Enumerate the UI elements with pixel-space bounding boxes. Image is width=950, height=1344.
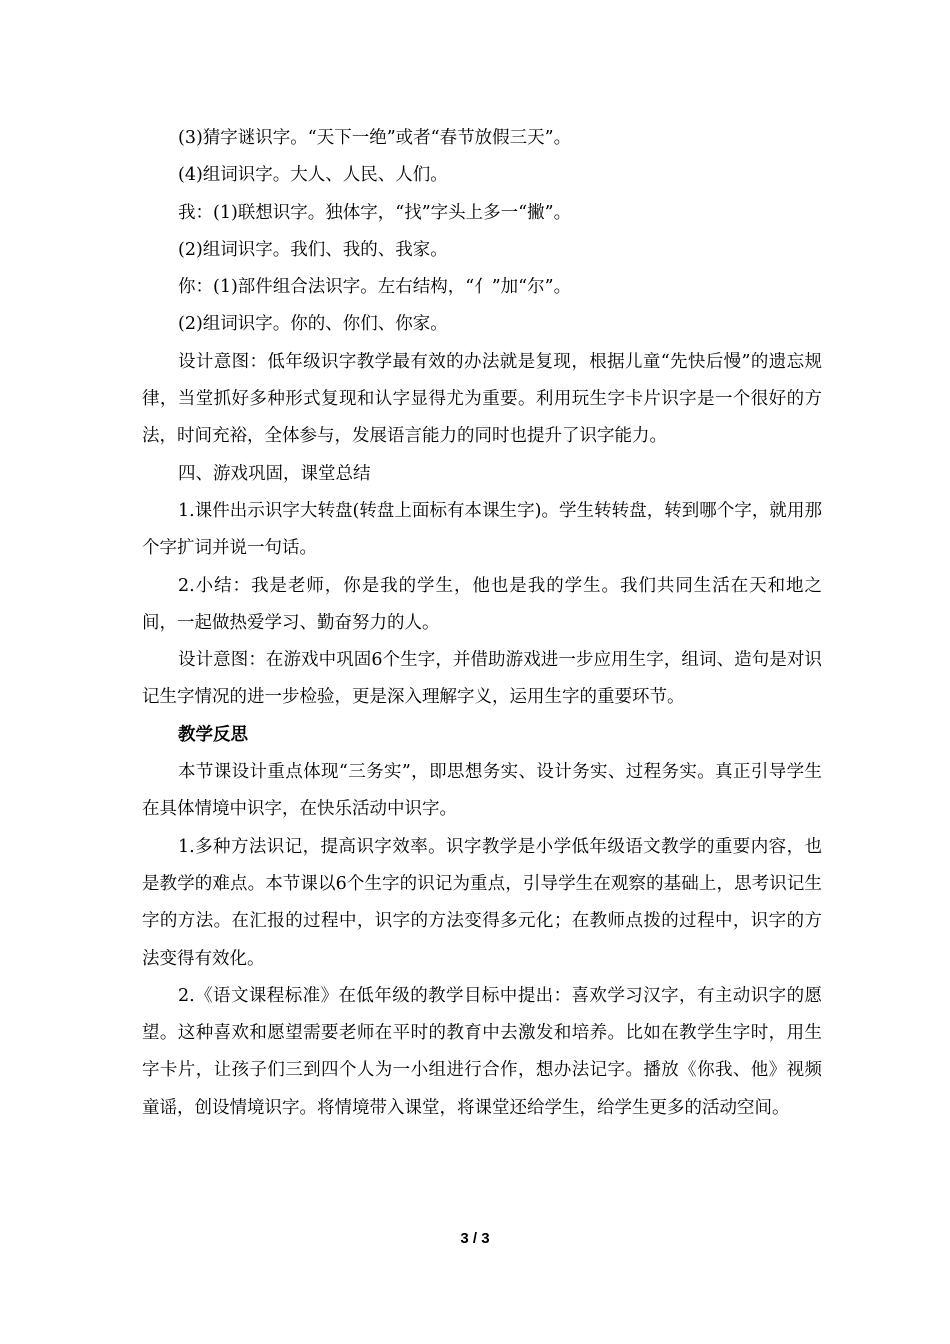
paragraph: 你：(1)部件组合法识字。左右结构，“亻”加“尔”。 (178, 277, 572, 298)
paragraph: 我：(1)联想识字。独体字，“找”字头上多一“撇”。 (178, 202, 572, 223)
paragraph: (4)组词识字。大人、人民、人们。 (178, 165, 448, 186)
paragraph: 本节课设计重点体现“三务实”，即思想务实、设计务实、过程务实。真正引导学生在具体情境中识字，在快乐活动中识字。 (142, 762, 822, 820)
paragraph: (2)组词识字。我们、我的、我家。 (178, 239, 448, 260)
paragraph: 2.《语文课程标准》在低年级的教学目标中提出：喜欢学习汉字，有主动识字的愿望。这种喜欢和愿望需要老师在平时的教育中去激发和培养。比如在教学生字时，用生字卡片，让孩子们三到四个人为一小组进行合作，想办法记字。播放《你我、他》视频童谣，创设情境识字。将情境带入课堂，将课堂还给学生，给学生更多的活动空间。 (142, 985, 822, 1118)
reflection-heading: 教学反思 (178, 724, 248, 745)
section-heading: 四、游戏巩固，课堂总结 (178, 463, 371, 484)
document-body (142, 120, 822, 1127)
paragraph: (2)组词识字。你的、你们、你家。 (178, 314, 448, 335)
design-intent-paragraph: 设计意图：低年级识字教学最有效的办法就是复现，根据儿童“先快后慢”的遗忘规律，当堂抓好多种形式复现和认字显得尤为重要。利用玩生字卡片识字是一个很好的方法，时间充裕，全体参与，发展语言能力的同时也提升了识字能力。 (142, 351, 822, 447)
paragraph: (3)猜字谜识字。“天下一绝”或者“春节放假三天”。 (178, 128, 572, 148)
page-number: 3 / 3 (460, 1230, 490, 1247)
paragraph: 1.课件出示识字大转盘(转盘上面标有本课生字)。学生转转盘，转到哪个字，就用那个字扩词并说一句话。 (142, 500, 822, 559)
paragraph: 2.小结：我是老师，你是我的学生，他也是我的学生。我们共同生活在天和地之间，一起做热爱学习、勤奋努力的人。 (142, 575, 822, 633)
paragraph: 1.多种方法识记，提高识字效率。识字教学是小学低年级语文教学的重要内容，也是教学的难点。本节课以6个生字的识记为重点，引导学生在观察的基础上，思考识记生字的方法。在汇报的过程中，识字的方法变得多元化；在教师点拨的过程中，识字的方法变得有效化。 (142, 836, 822, 969)
design-intent-paragraph: 设计意图：在游戏中巩固6个生字，并借助游戏进一步应用生字，组词、造句是对识记生字情况的进一步检验，更是深入理解字义，运用生字的重要环节。 (142, 650, 822, 708)
